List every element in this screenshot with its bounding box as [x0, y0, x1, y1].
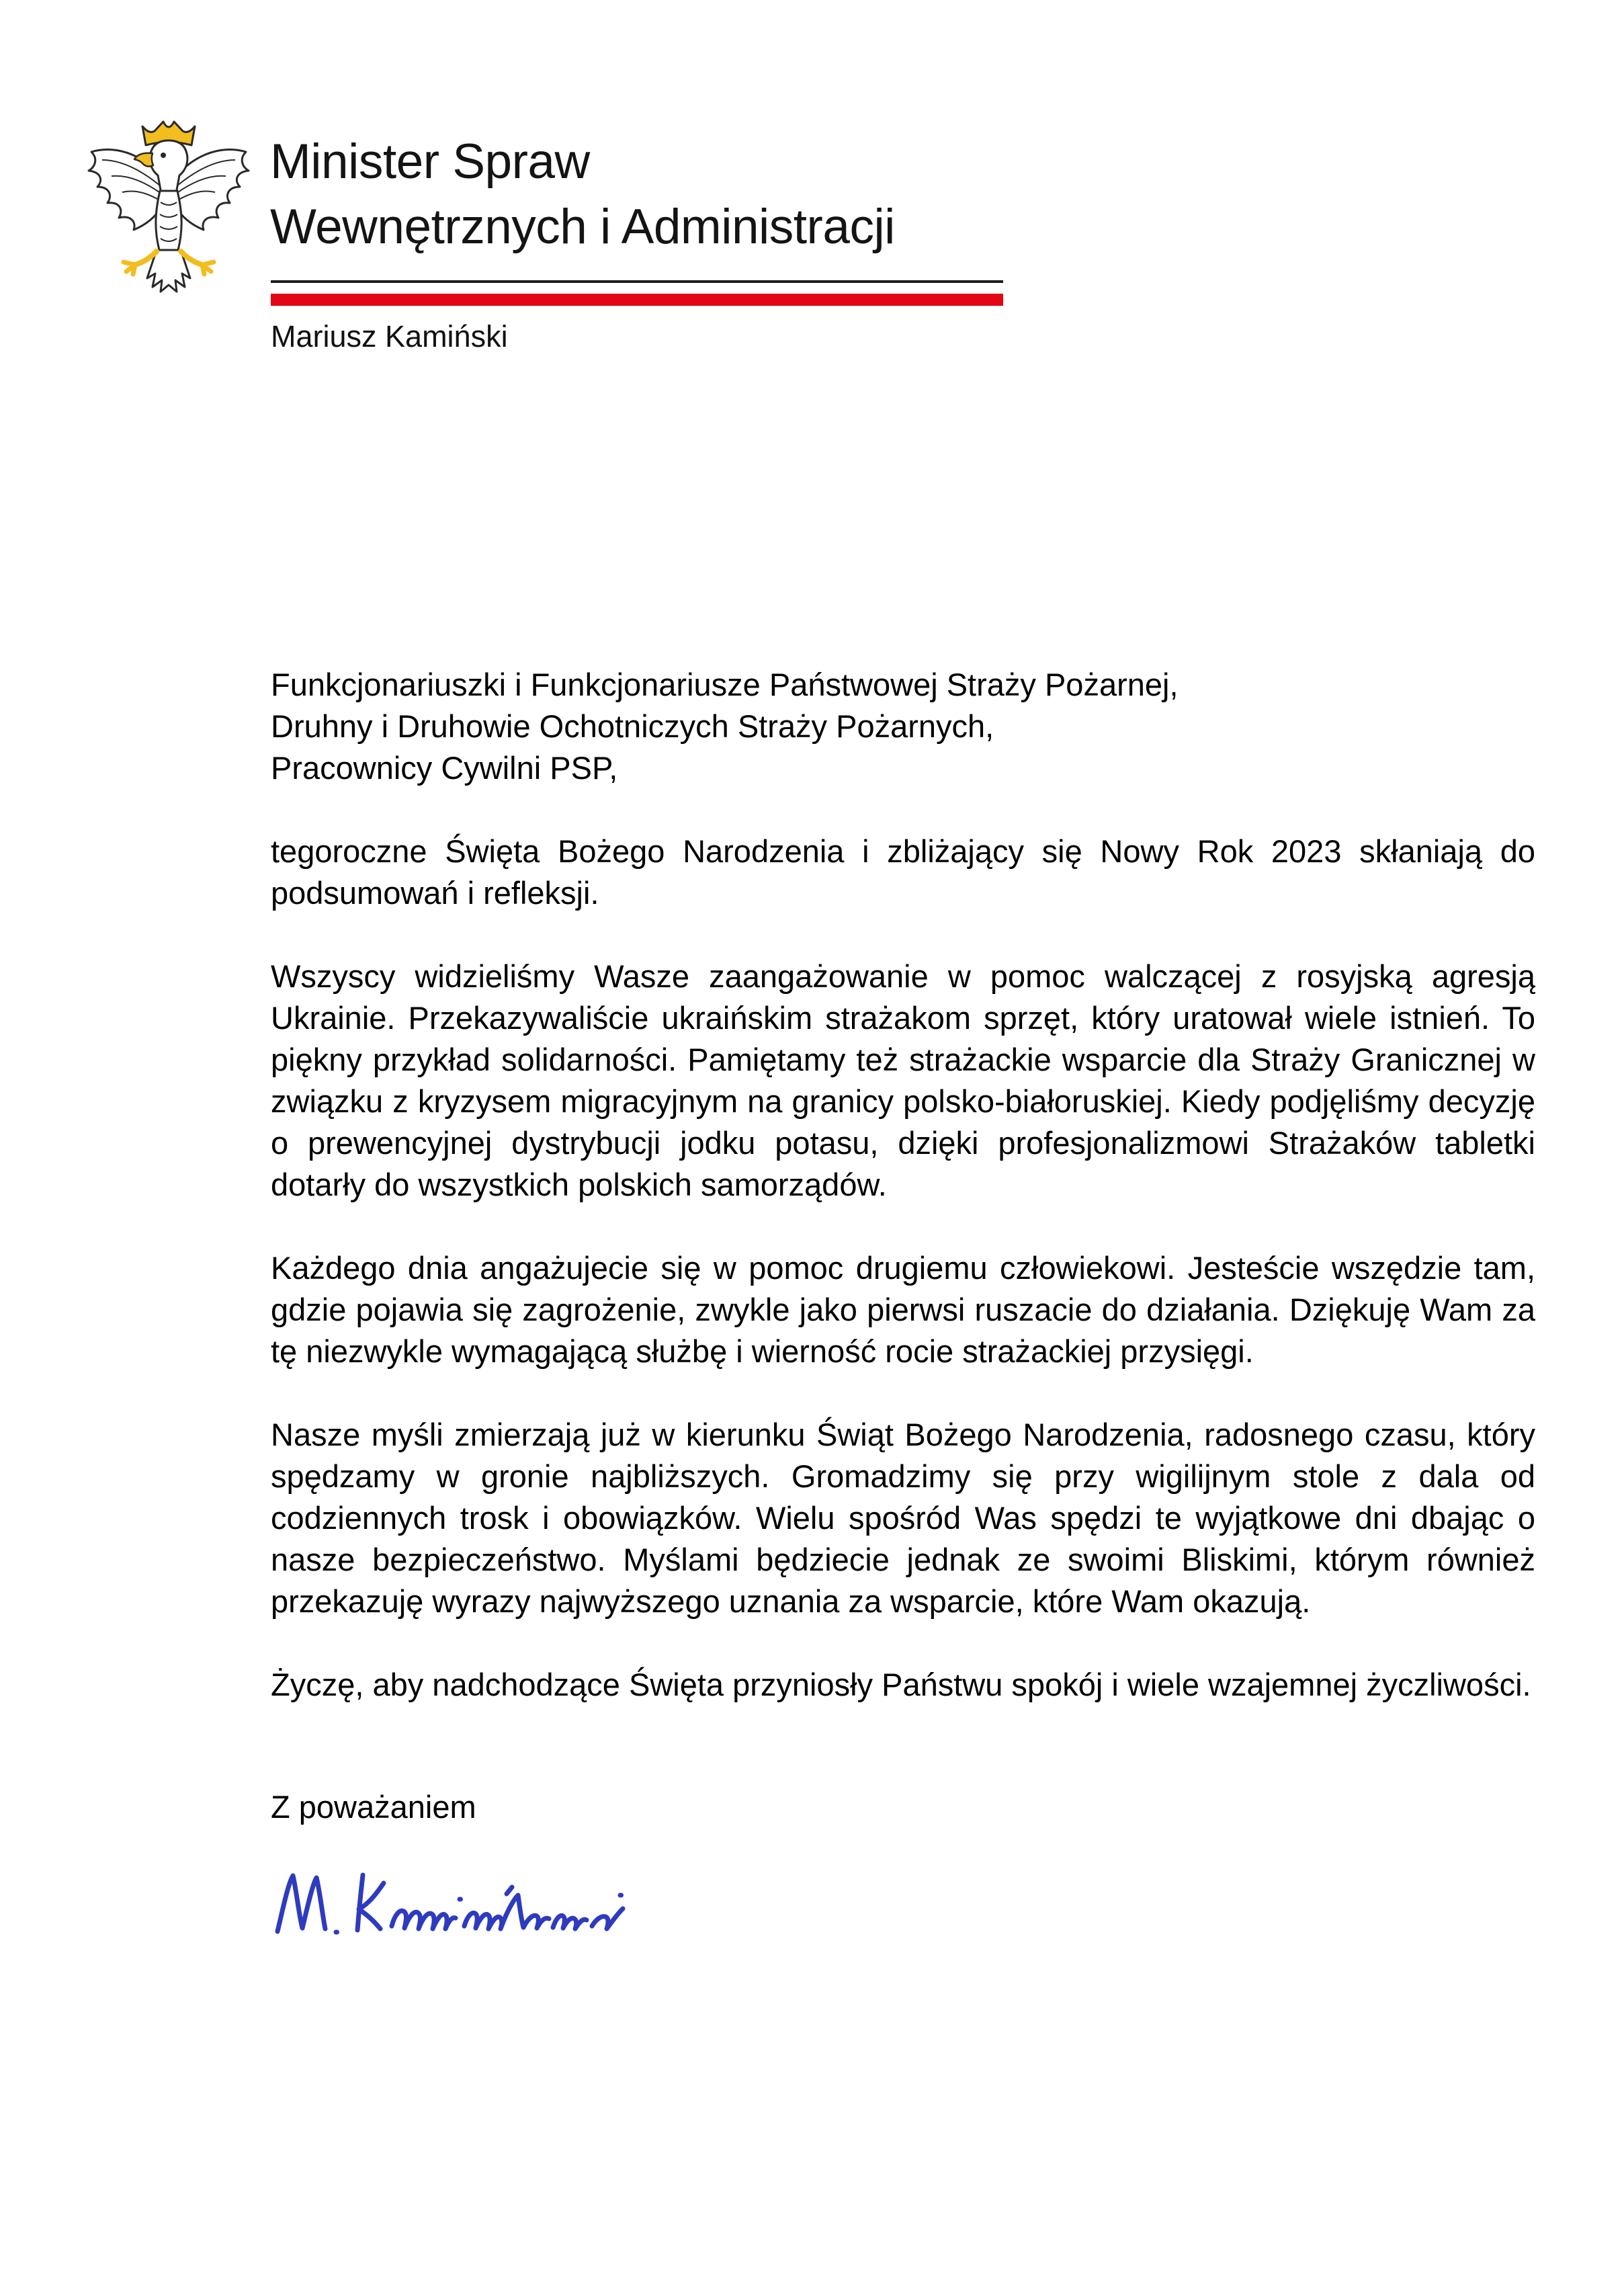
closing-text: Z poważaniem — [271, 1789, 476, 1825]
signatory-name: Mariusz Kamiński — [271, 319, 508, 354]
salutation-line: Funkcjonariuszki i Funkcjonariusze Państwowej Straży Pożarnej, — [271, 667, 1179, 702]
paragraph: Wszyscy widzieliśmy Wasze zaangażowanie w pomoc walczącej z rosyjską agresją Ukrainie. Przekazywaliście ukraińskim strażakom sprzęt, który uratował wiele istnień. To piękny przykład solidarności. Pamiętamy też strażackie wsparcie dla Straży Granicznej w związku z kryzysem migracyjnym na granicy polsko-białoruskiej. Kiedy podjęliśmy decyzję o prewencyjnej dystrybucji jodku potasu, dzięki profesjonalizmowi Strażaków tabletki dotarły do wszystkich polskich samorządów. — [271, 958, 1535, 1202]
paragraph: Każdego dnia angażujecie się w pomoc drugiemu człowiekowi. Jesteście wszędzie tam, gdzie pojawia się zagrożenie, zwykle jako pierwsi ruszacie do działania. Dziękuję Wam za tę niezwykle wymagającą służbę i wierność rocie strażackiej przysięgi. — [271, 1250, 1535, 1369]
paragraph: Nasze myśli zmierzają już w kierunku Świąt Bożego Narodzenia, radosnego czasu, który spędzamy w gronie najbliższych. Gromadzimy się przy wigilijnym stole z dala od codziennych trosk i obowiązków. Wielu spośród Was spędzi te wyjątkowe dni dbając o nasze bezpieczeństwo. Myślami będziecie jednak ze swoimi Bliskimi, którym również przekazuję wyrazy najwyższego uznania za wsparcie, które Wam okazują. — [271, 1417, 1535, 1619]
letter-body — [271, 664, 1535, 1941]
ministry-title — [270, 129, 895, 259]
paragraph: Życzę, aby nadchodzące Święta przyniosły Państwu spokój i wiele wzajemnej życzliwości. — [271, 1667, 1531, 1702]
header-rule-black — [271, 280, 1003, 283]
salutation-block — [271, 664, 1535, 789]
polish-eagle-icon — [85, 118, 253, 300]
signature-handwriting — [271, 1867, 634, 1941]
ministry-title-line-2: Wewnętrznych i Administracji — [270, 200, 895, 254]
header-rule-red — [271, 294, 1003, 306]
salutation-line: Pracownicy Cywilni PSP, — [271, 750, 618, 786]
salutation-line: Druhny i Druhowie Ochotniczych Straży Pożarnych, — [271, 708, 994, 744]
ministry-title-line-1: Minister Spraw — [270, 134, 590, 189]
paragraph: tegoroczne Święta Bożego Narodzenia i zbliżający się Nowy Rok 2023 skłaniają do podsumowań i refleksji. — [271, 833, 1535, 911]
